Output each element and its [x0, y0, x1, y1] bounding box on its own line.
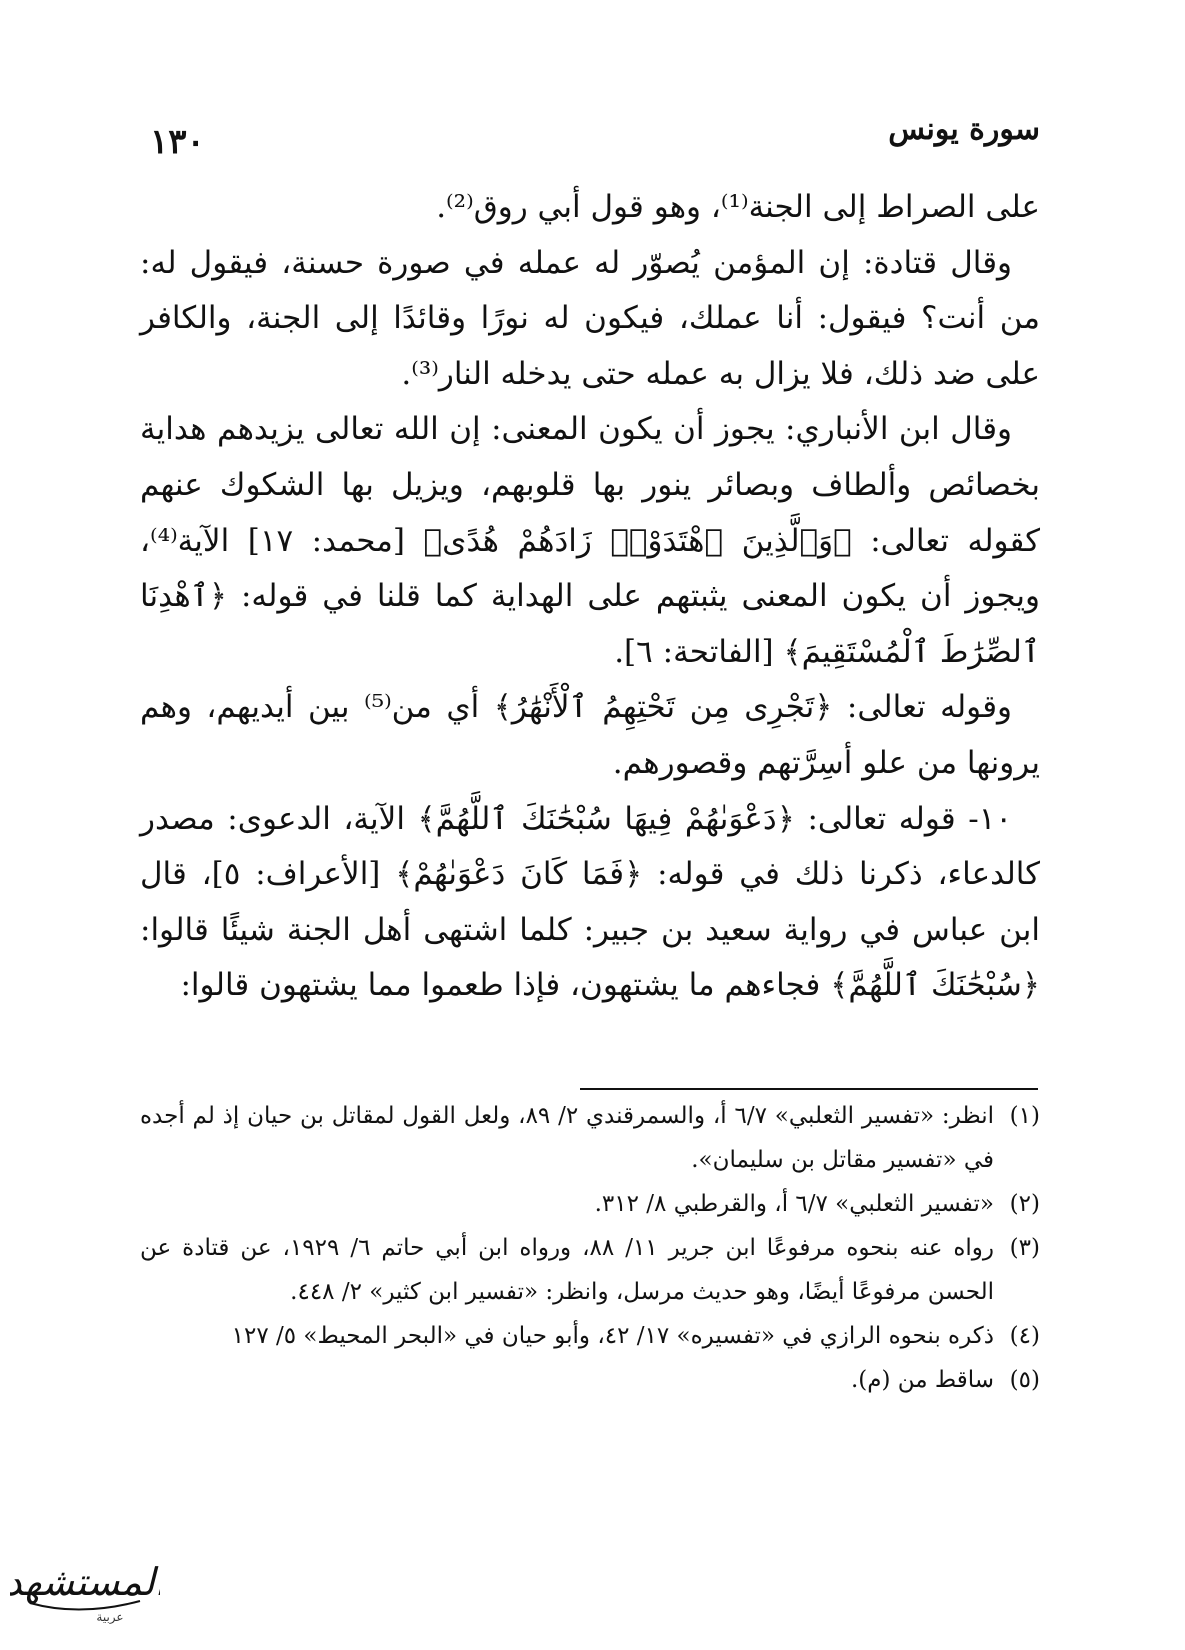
page-header	[150, 112, 1040, 162]
logo-subtext: عربية	[96, 1610, 124, 1624]
logo-calligraphy: المستشهد	[10, 1560, 160, 1604]
page-number: ١٣٠	[150, 122, 205, 162]
paragraph: وقوله تعالى: ﴿تَجْرِى مِن تَحْتِهِمُ ٱلْأَنْهَٰرُ﴾ أي من⁽⁵⁾ بين أيديهم، وهم يرونها من علو أسِرَّتهم وقصورهم.	[140, 689, 1040, 781]
footnote-number: (٥)	[1009, 1367, 1040, 1393]
paragraph: وقال ابن الأنباري: يجوز أن يكون المعنى: إن الله تعالى يزيدهم هداية بخصائص وألطاف وبصائر ينور بها قلوبهم، ويزيل بها الشكوك عنهم كقوله تعالى: ﴿وَٱلَّذِينَ ٱهْتَدَوْا۟ زَادَهُمْ هُدًى﴾ [محمد: ١٧] الآية⁽⁴⁾، ويجوز أن يكون المعنى يثبتهم على الهداية كما قلنا في قوله: ﴿ٱهْدِنَا ٱلصِّرَٰطَ ٱلْمُسْتَقِيمَ﴾ [الفاتحة: ٦].	[140, 411, 1040, 670]
main-text	[140, 180, 1040, 1014]
footnote-number: (١)	[1009, 1103, 1040, 1129]
footnote	[140, 1226, 1040, 1314]
footnotes	[140, 1094, 1040, 1402]
footnote-number: (٤)	[1009, 1323, 1040, 1349]
footnote	[140, 1094, 1040, 1182]
footnote-number: (٣)	[1009, 1235, 1040, 1261]
footnote-number: (٢)	[1009, 1191, 1040, 1217]
footnote-divider	[580, 1088, 1038, 1090]
footnote-text: «تفسير الثعلبي» ٦/٧ أ، والقرطبي ٨/ ٣١٢.	[594, 1191, 994, 1217]
footnote	[140, 1358, 1040, 1402]
paragraph: وقال قتادة: إن المؤمن يُصوّر له عمله في صورة حسنة، فيقول له: من أنت؟ فيقول: أنا عملك، فيكون له نورًا وقائدًا إلى الجنة، والكافر على ضد ذلك، فلا يزال به عمله حتى يدخله النار⁽³⁾.	[140, 244, 1040, 392]
publisher-logo-mark	[10, 1545, 160, 1635]
footnote-text: انظر: «تفسير الثعلبي» ٦/٧ أ، والسمرقندي ٢/ ٨٩، ولعل القول لمقاتل بن حيان إذ لم أجده في «تفسير مقاتل بن سليمان».	[140, 1103, 994, 1173]
footnote	[140, 1314, 1040, 1358]
footnote	[140, 1182, 1040, 1226]
publisher-logo	[10, 1545, 160, 1635]
footnote-text: ذكره بنحوه الرازي في «تفسيره» ١٧/ ٤٢، وأبو حيان في «البحر المحيط» ٥/ ١٢٧	[231, 1323, 994, 1349]
footnote-text: ساقط من (م).	[850, 1367, 994, 1393]
paragraph: على الصراط إلى الجنة⁽¹⁾، وهو قول أبي روق⁽²⁾.	[436, 189, 1040, 225]
paragraph: ١٠- قوله تعالى: ﴿دَعْوَىٰهُمْ فِيهَا سُبْحَٰنَكَ ٱللَّهُمَّ﴾ الآية، الدعوى: مصدر كالدعاء، ذكرنا ذلك في قوله: ﴿فَمَا كَانَ دَعْوَىٰهُمْ﴾ [الأعراف: ٥]، قال ابن عباس في رواية سعيد بن جبير: كلما اشتهى أهل الجنة شيئًا قالوا: ﴿سُبْحَٰنَكَ ٱللَّهُمَّ﴾ فجاءهم ما يشتهون، فإذا طعموا مما يشتهون قالوا:	[140, 800, 1040, 1004]
footnote-text: رواه عنه بنحوه مرفوعًا ابن جرير ١١/ ٨٨، ورواه ابن أبي حاتم ٦/ ١٩٢٩، عن قتادة عن الحسن مرفوعًا أيضًا، وهو حديث مرسل، وانظر: «تفسير ابن كثير» ٢/ ٤٤٨.	[140, 1235, 995, 1305]
surah-title: سورة يونس	[888, 112, 1040, 147]
